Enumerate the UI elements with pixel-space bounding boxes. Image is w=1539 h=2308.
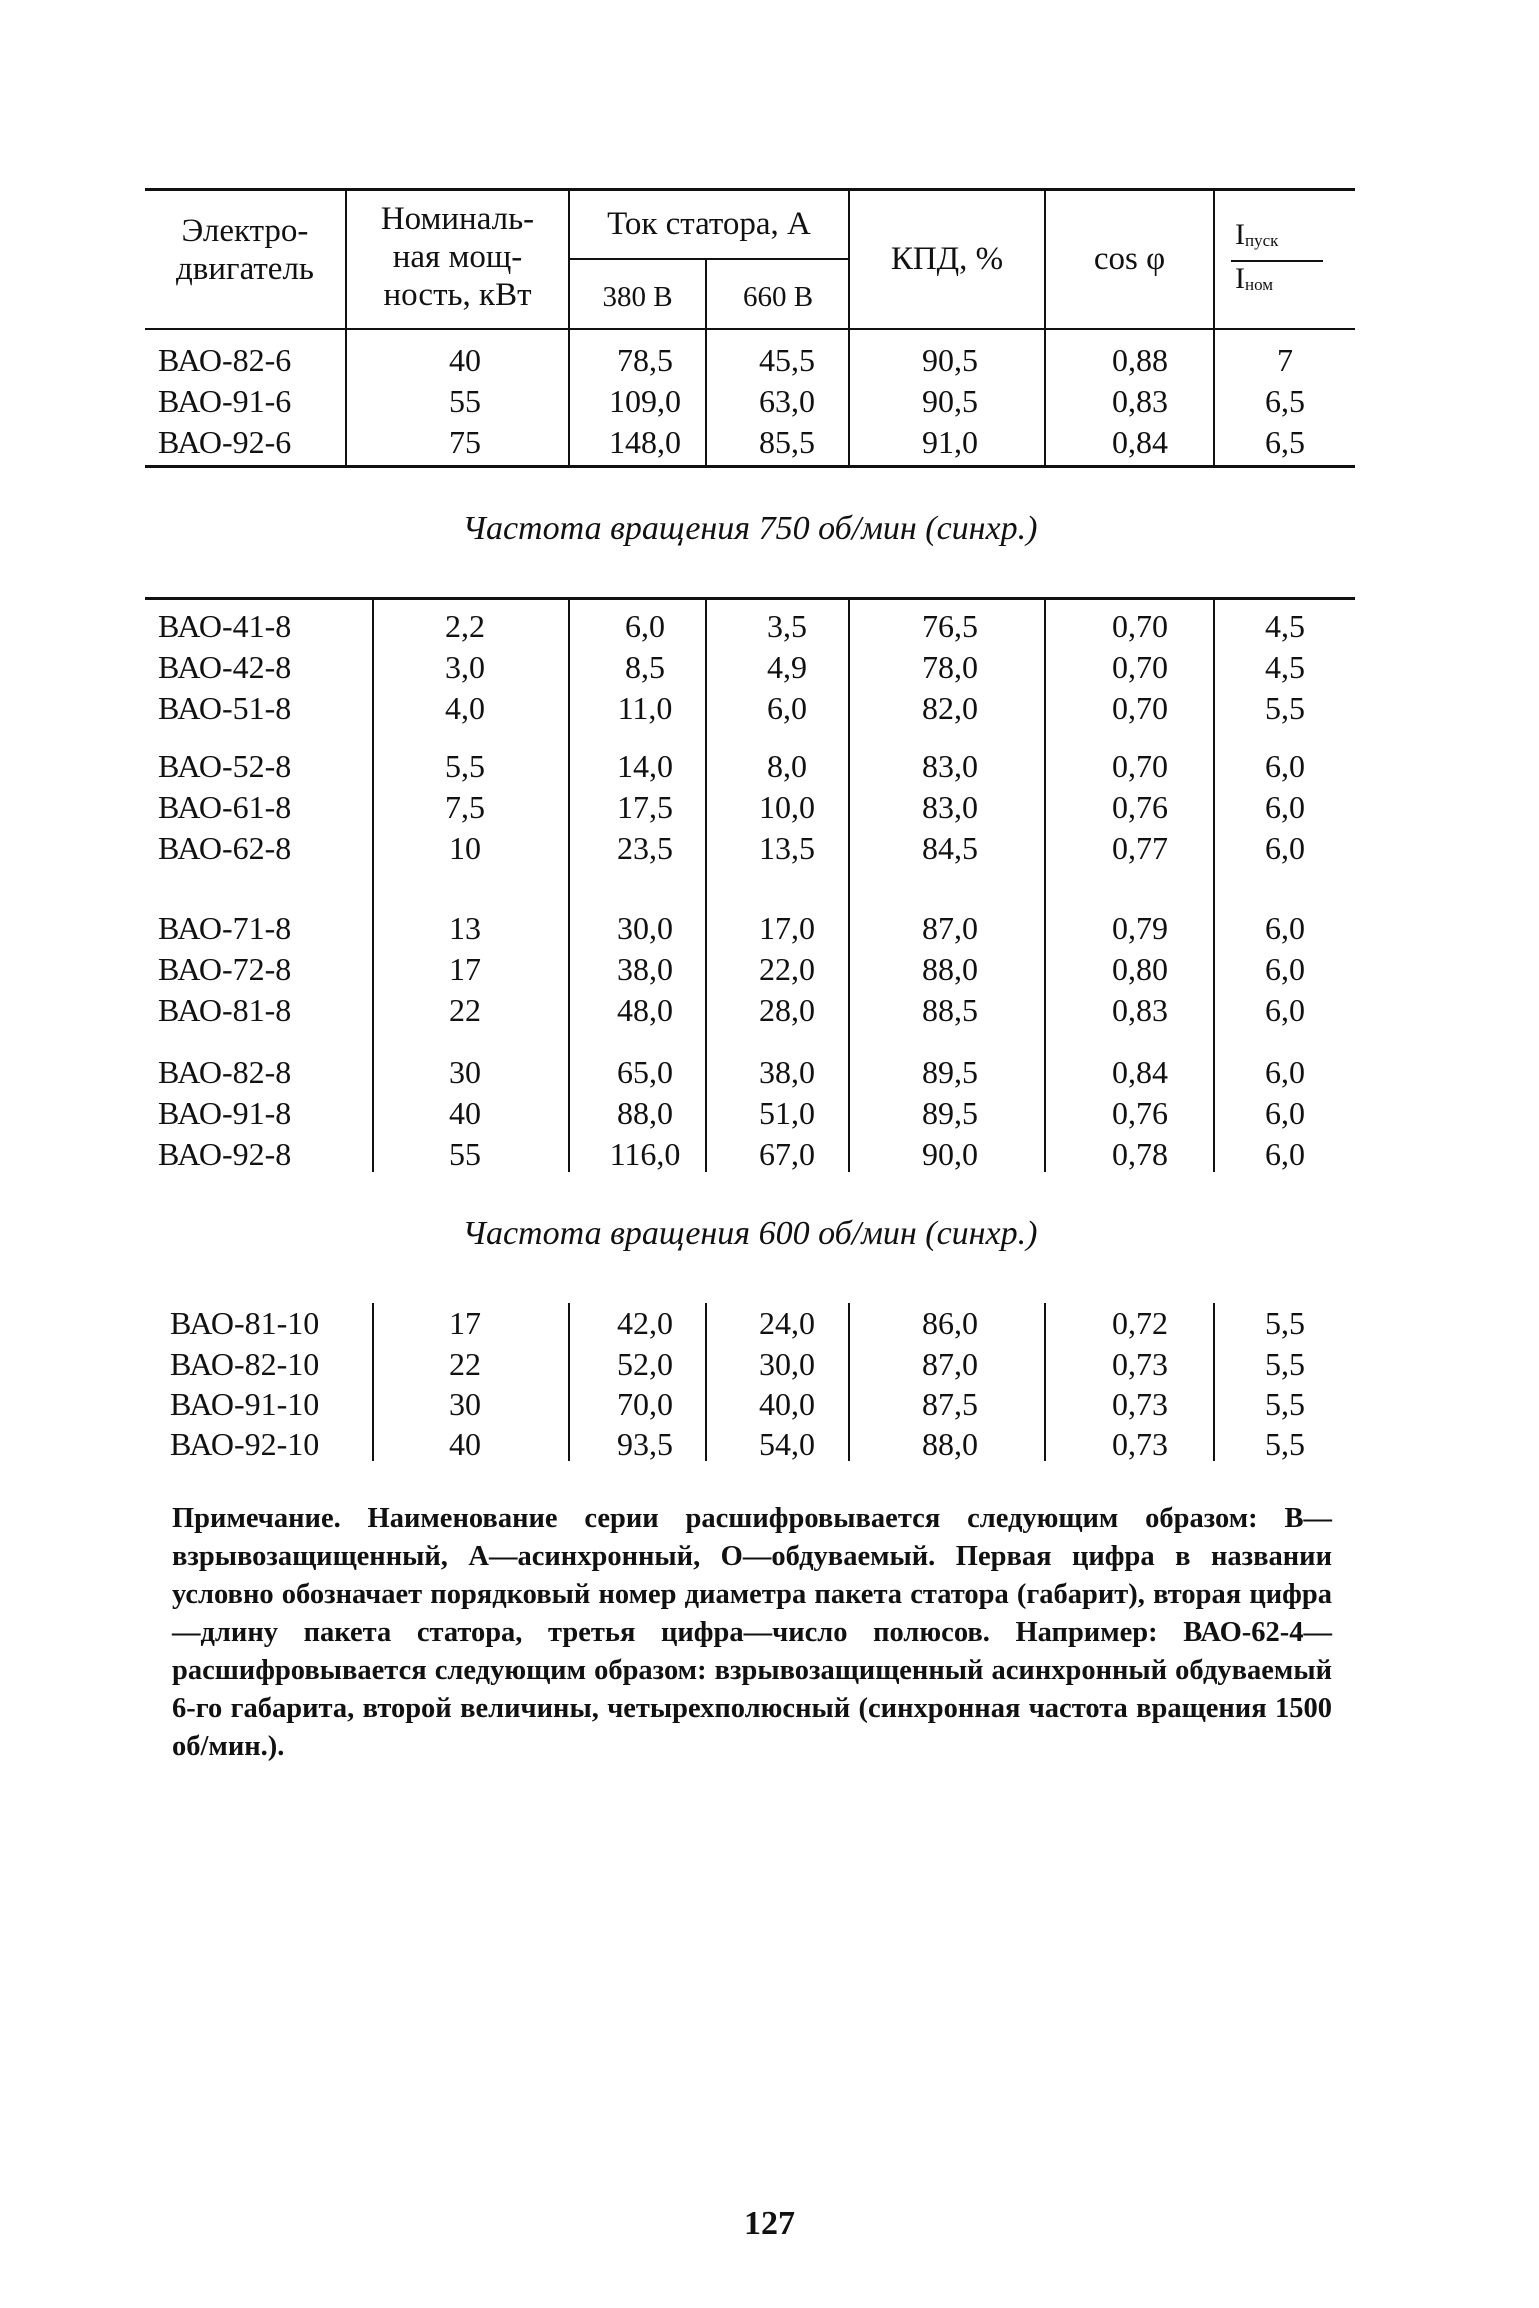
- cell-power: 3,0: [445, 649, 485, 685]
- table-row: [0, 1134, 1539, 1174]
- cell-cos-phi: 0,70: [1112, 690, 1168, 726]
- header-current-ratio: [1215, 218, 1330, 308]
- cell-current-ratio: 6,5: [1265, 383, 1305, 419]
- cell-current-ratio: 6,0: [1265, 992, 1305, 1028]
- cell-power: 30: [449, 1386, 481, 1422]
- cell-current-380: 30,0: [617, 910, 673, 946]
- cell-current-ratio: 6,0: [1265, 1095, 1305, 1131]
- cell-current-660: 22,0: [759, 951, 815, 987]
- cell-efficiency: 91,0: [922, 424, 978, 460]
- header-subdivider: [568, 258, 850, 260]
- cell-efficiency: 87,0: [922, 1346, 978, 1382]
- cell-current-ratio: 6,0: [1265, 830, 1305, 866]
- cell-motor: ВАО-51-8: [158, 690, 292, 726]
- table-row: [0, 828, 1539, 868]
- table-top-rule: [145, 188, 1355, 191]
- header-separator: [345, 190, 347, 328]
- cell-current-380: 14,0: [617, 748, 673, 784]
- group-2-top-rule: [145, 597, 1355, 600]
- cell-current-660: 63,0: [759, 383, 815, 419]
- cell-power: 40: [449, 342, 481, 378]
- cell-current-ratio: 6,0: [1265, 789, 1305, 825]
- cell-power: 22: [449, 992, 481, 1028]
- cell-current-660: 54,0: [759, 1426, 815, 1462]
- cell-motor: ВАО-72-8: [158, 951, 292, 987]
- cell-current-380: 52,0: [617, 1346, 673, 1382]
- cell-current-ratio: 5,5: [1265, 1346, 1305, 1382]
- ratio-denominator: $I_{ном}$: [1235, 262, 1274, 295]
- cell-motor: ВАО-52-8: [158, 748, 292, 784]
- cell-power: 22: [449, 1346, 481, 1382]
- cell-efficiency: 86,0: [922, 1305, 978, 1341]
- table-row: [0, 1384, 1539, 1424]
- cell-efficiency: 89,5: [922, 1054, 978, 1090]
- table-row: [0, 1052, 1539, 1092]
- cell-current-ratio: 5,5: [1265, 690, 1305, 726]
- cell-current-ratio: 4,5: [1265, 608, 1305, 644]
- cell-current-ratio: 4,5: [1265, 649, 1305, 685]
- cell-current-660: 17,0: [759, 910, 815, 946]
- cell-power: 55: [449, 1136, 481, 1172]
- cell-motor: ВАО-91-10: [170, 1386, 320, 1422]
- table-row: [0, 746, 1539, 786]
- cell-efficiency: 88,5: [922, 992, 978, 1028]
- cell-efficiency: 82,0: [922, 690, 978, 726]
- cell-current-660: 28,0: [759, 992, 815, 1028]
- cell-current-380: 65,0: [617, 1054, 673, 1090]
- cell-efficiency: 88,0: [922, 951, 978, 987]
- cell-current-660: 45,5: [759, 342, 815, 378]
- cell-current-660: 8,0: [767, 748, 807, 784]
- table-row: [0, 990, 1539, 1030]
- cell-current-380: 23,5: [617, 830, 673, 866]
- group-1-bottom-rule: [145, 465, 1355, 468]
- cell-motor: ВАО-62-8: [158, 830, 292, 866]
- table-row: [0, 340, 1539, 380]
- cell-current-380: 17,5: [617, 789, 673, 825]
- cell-cos-phi: 0,77: [1112, 830, 1168, 866]
- cell-efficiency: 89,5: [922, 1095, 978, 1131]
- header-bottom-rule: [145, 328, 1355, 330]
- cell-current-660: 85,5: [759, 424, 815, 460]
- cell-efficiency: 88,0: [922, 1426, 978, 1462]
- cell-motor: ВАО-81-8: [158, 992, 292, 1028]
- cell-motor: ВАО-82-6: [158, 342, 292, 378]
- header-separator: [705, 260, 707, 328]
- cell-power: 40: [449, 1426, 481, 1462]
- cell-cos-phi: 0,83: [1112, 383, 1168, 419]
- cell-cos-phi: 0,83: [1112, 992, 1168, 1028]
- cell-current-ratio: 5,5: [1265, 1305, 1305, 1341]
- cell-cos-phi: 0,70: [1112, 608, 1168, 644]
- cell-power: 10: [449, 830, 481, 866]
- cell-cos-phi: 0,76: [1112, 1095, 1168, 1131]
- table-row: [0, 1093, 1539, 1133]
- cell-current-ratio: 6,5: [1265, 424, 1305, 460]
- cell-current-660: 30,0: [759, 1346, 815, 1382]
- cell-current-660: 13,5: [759, 830, 815, 866]
- page-number: 127: [744, 2205, 795, 2242]
- cell-current-ratio: 6,0: [1265, 1136, 1305, 1172]
- cell-current-ratio: 6,0: [1265, 951, 1305, 987]
- table-row: [0, 1303, 1539, 1343]
- cell-motor: ВАО-91-8: [158, 1095, 292, 1131]
- cell-cos-phi: 0,73: [1112, 1426, 1168, 1462]
- cell-efficiency: 83,0: [922, 748, 978, 784]
- cell-power: 4,0: [445, 690, 485, 726]
- table-row: [0, 381, 1539, 421]
- cell-power: 5,5: [445, 748, 485, 784]
- cell-motor: ВАО-92-8: [158, 1136, 292, 1172]
- cell-power: 17: [449, 1305, 481, 1341]
- section-title-750: Частота вращения 750 об/мин (синхр.): [462, 510, 1038, 547]
- cell-efficiency: 90,0: [922, 1136, 978, 1172]
- header-power: Номиналь- ная мощ- ность, кВт: [380, 201, 535, 313]
- cell-motor: ВАО-81-10: [170, 1305, 320, 1341]
- cell-current-660: 10,0: [759, 789, 815, 825]
- cell-current-380: 6,0: [625, 608, 665, 644]
- header-cos-phi: cos φ: [1093, 241, 1166, 277]
- cell-current-380: 148,0: [609, 424, 681, 460]
- cell-current-660: 6,0: [767, 690, 807, 726]
- table-row: [0, 422, 1539, 462]
- cell-current-380: 42,0: [617, 1305, 673, 1341]
- cell-current-ratio: 5,5: [1265, 1426, 1305, 1462]
- cell-current-380: 78,5: [617, 342, 673, 378]
- cell-cos-phi: 0,79: [1112, 910, 1168, 946]
- section-title-600: Частота вращения 600 об/мин (синхр.): [462, 1215, 1038, 1252]
- header-motor: Электро- двигатель: [176, 213, 314, 287]
- cell-current-660: 40,0: [759, 1386, 815, 1422]
- header-380v: 380 В: [602, 281, 673, 313]
- cell-cos-phi: 0,70: [1112, 748, 1168, 784]
- cell-cos-phi: 0,73: [1112, 1346, 1168, 1382]
- cell-motor: ВАО-61-8: [158, 789, 292, 825]
- cell-current-380: 70,0: [617, 1386, 673, 1422]
- header-660v: 660 В: [742, 281, 814, 313]
- cell-power: 13: [449, 910, 481, 946]
- cell-efficiency: 78,0: [922, 649, 978, 685]
- cell-motor: ВАО-92-10: [170, 1426, 320, 1462]
- cell-power: 7,5: [445, 789, 485, 825]
- cell-power: 30: [449, 1054, 481, 1090]
- header-current: Ток статора, А: [607, 206, 811, 242]
- cell-current-ratio: 5,5: [1265, 1386, 1305, 1422]
- cell-current-380: 109,0: [609, 383, 681, 419]
- cell-motor: ВАО-41-8: [158, 608, 292, 644]
- cell-current-ratio: 7: [1277, 342, 1293, 378]
- table-row: [0, 949, 1539, 989]
- cell-current-660: 38,0: [759, 1054, 815, 1090]
- table-row: [0, 647, 1539, 687]
- cell-cos-phi: 0,78: [1112, 1136, 1168, 1172]
- cell-cos-phi: 0,70: [1112, 649, 1168, 685]
- table-row: [0, 1424, 1539, 1464]
- cell-efficiency: 90,5: [922, 342, 978, 378]
- cell-efficiency: 83,0: [922, 789, 978, 825]
- cell-current-380: 11,0: [617, 690, 673, 726]
- cell-motor: ВАО-91-6: [158, 383, 292, 419]
- cell-cos-phi: 0,72: [1112, 1305, 1168, 1341]
- cell-motor: ВАО-82-10: [170, 1346, 320, 1382]
- cell-power: 2,2: [445, 608, 485, 644]
- cell-current-ratio: 6,0: [1265, 910, 1305, 946]
- table-row: [0, 606, 1539, 646]
- cell-efficiency: 84,5: [922, 830, 978, 866]
- cell-current-380: 38,0: [617, 951, 673, 987]
- cell-current-660: 51,0: [759, 1095, 815, 1131]
- cell-current-ratio: 6,0: [1265, 1054, 1305, 1090]
- cell-current-ratio: 6,0: [1265, 748, 1305, 784]
- cell-current-380: 93,5: [617, 1426, 673, 1462]
- cell-current-380: 8,5: [625, 649, 665, 685]
- table-row: [0, 688, 1539, 728]
- cell-current-380: 48,0: [617, 992, 673, 1028]
- ratio-numerator: $I_{пуск}$: [1235, 218, 1279, 251]
- cell-power: 40: [449, 1095, 481, 1131]
- cell-efficiency: 90,5: [922, 383, 978, 419]
- cell-efficiency: 76,5: [922, 608, 978, 644]
- table-note: Примечание. Наименование серии расшифровывается следующим образом: В—взрывозащищенный, А—асинхронный, О—обдуваемый. Первая цифра в названии условно обозначает порядковый номер диаметра пакета статора (габарит), вторая цифра—длину пакета статора, третья цифра—число полюсов. Например: ВАО-62-4—расшифровывается следующим образом: взрывозащищенный асинхронный обдуваемый 6-го габарита, второй величины, четырехполюсный (синхронная частота вращения 1500 об/мин.).: [172, 1503, 1332, 1762]
- cell-power: 17: [449, 951, 481, 987]
- cell-efficiency: 87,5: [922, 1386, 978, 1422]
- table-row: [0, 908, 1539, 948]
- cell-current-660: 4,9: [767, 649, 807, 685]
- cell-cos-phi: 0,73: [1112, 1386, 1168, 1422]
- cell-power: 75: [449, 424, 481, 460]
- table-row: [0, 787, 1539, 827]
- table-row: [0, 1344, 1539, 1384]
- cell-motor: ВАО-71-8: [158, 910, 292, 946]
- cell-current-660: 24,0: [759, 1305, 815, 1341]
- cell-motor: ВАО-82-8: [158, 1054, 292, 1090]
- cell-cos-phi: 0,84: [1112, 1054, 1168, 1090]
- header-efficiency: КПД, %: [890, 241, 1004, 277]
- cell-motor: ВАО-92-6: [158, 424, 292, 460]
- cell-efficiency: 87,0: [922, 910, 978, 946]
- cell-current-380: 116,0: [609, 1136, 681, 1172]
- cell-cos-phi: 0,76: [1112, 789, 1168, 825]
- cell-motor: ВАО-42-8: [158, 649, 292, 685]
- cell-current-660: 67,0: [759, 1136, 815, 1172]
- cell-cos-phi: 0,88: [1112, 342, 1168, 378]
- cell-cos-phi: 0,80: [1112, 951, 1168, 987]
- cell-cos-phi: 0,84: [1112, 424, 1168, 460]
- cell-current-380: 88,0: [617, 1095, 673, 1131]
- cell-power: 55: [449, 383, 481, 419]
- cell-current-660: 3,5: [767, 608, 807, 644]
